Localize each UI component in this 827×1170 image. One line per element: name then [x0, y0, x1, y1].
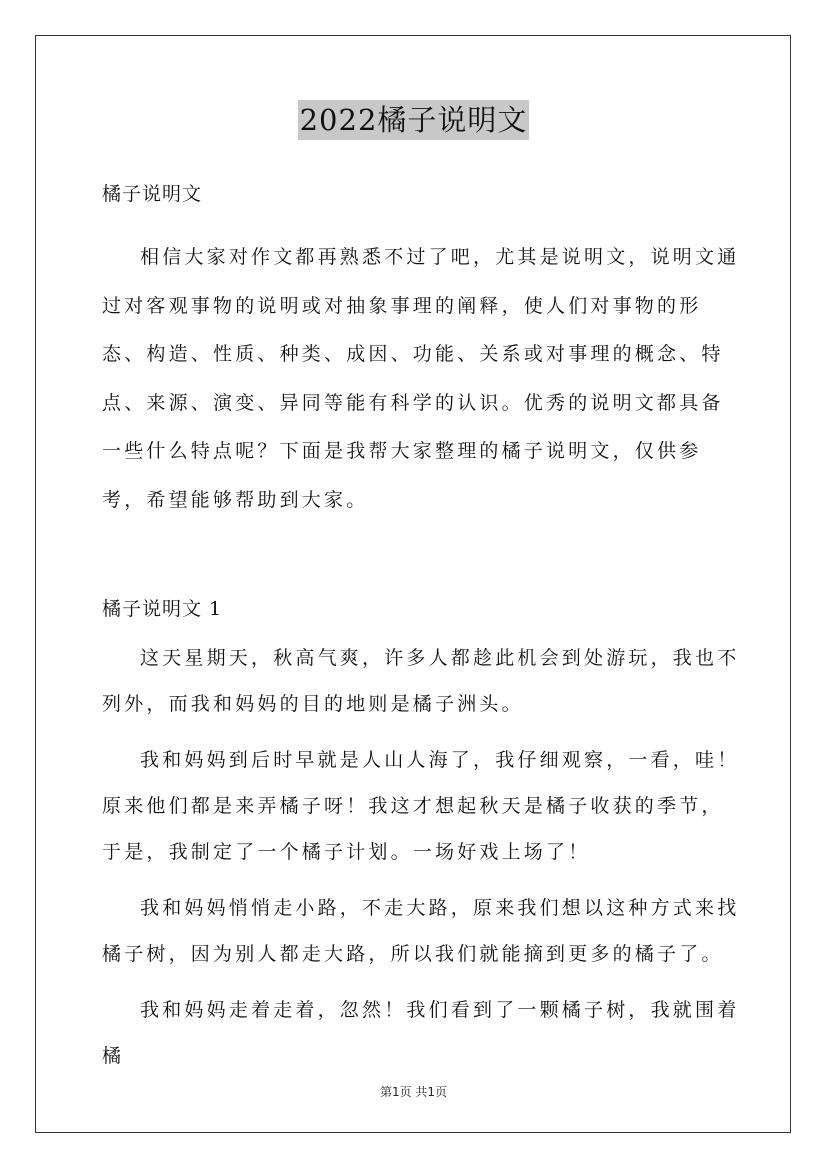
intro-section: [102, 172, 742, 525]
title-container: [0, 100, 827, 140]
body-paragraph: 我和妈妈到后时早就是人山人海了，我仔细观察，一看，哇！原来他们都是来弄橘子呀！我这才想起秋天是橘子收获的季节，于是，我制定了一个橘子计划。一场好戏上场了！: [102, 748, 740, 863]
page-number: 第1页 共1页: [379, 1085, 448, 1099]
intro-heading: 橘子说明文: [102, 183, 203, 205]
body-paragraph: 我和妈妈悄悄走小路，不走大路，原来我们想以这种方式来找橘子树，因为别人都走大路，所以我们就能摘到更多的橘子了。: [102, 896, 740, 965]
essay-section-1: [102, 587, 742, 1079]
body-paragraph: 这天星期天，秋高气爽，许多人都趁此机会到处游玩，我也不列外，而我和妈妈的目的地则是橘子洲头。: [102, 646, 740, 715]
body-paragraph: 我和妈妈走着走着，忽然！我们看到了一颗橘子树，我就围着橘: [102, 998, 740, 1067]
page-footer: [0, 1083, 827, 1100]
document-body: [102, 172, 742, 1079]
section-heading: 橘子说明文 1: [102, 597, 223, 620]
intro-paragraph: 相信大家对作文都再熟悉不过了吧，尤其是说明文，说明文通过对客观事物的说明或对抽象事理的阐释，使人们对事物的形态、构造、性质、种类、成因、功能、关系或对事理的概念、特点、来源、演变、异同等能有科学的认识。优秀的说明文都具备一些什么特点呢？下面是我帮大家整理的橘子说明文，仅供参考，希望能够帮助到大家。: [102, 246, 740, 511]
document-title: 2022橘子说明文: [298, 100, 530, 140]
